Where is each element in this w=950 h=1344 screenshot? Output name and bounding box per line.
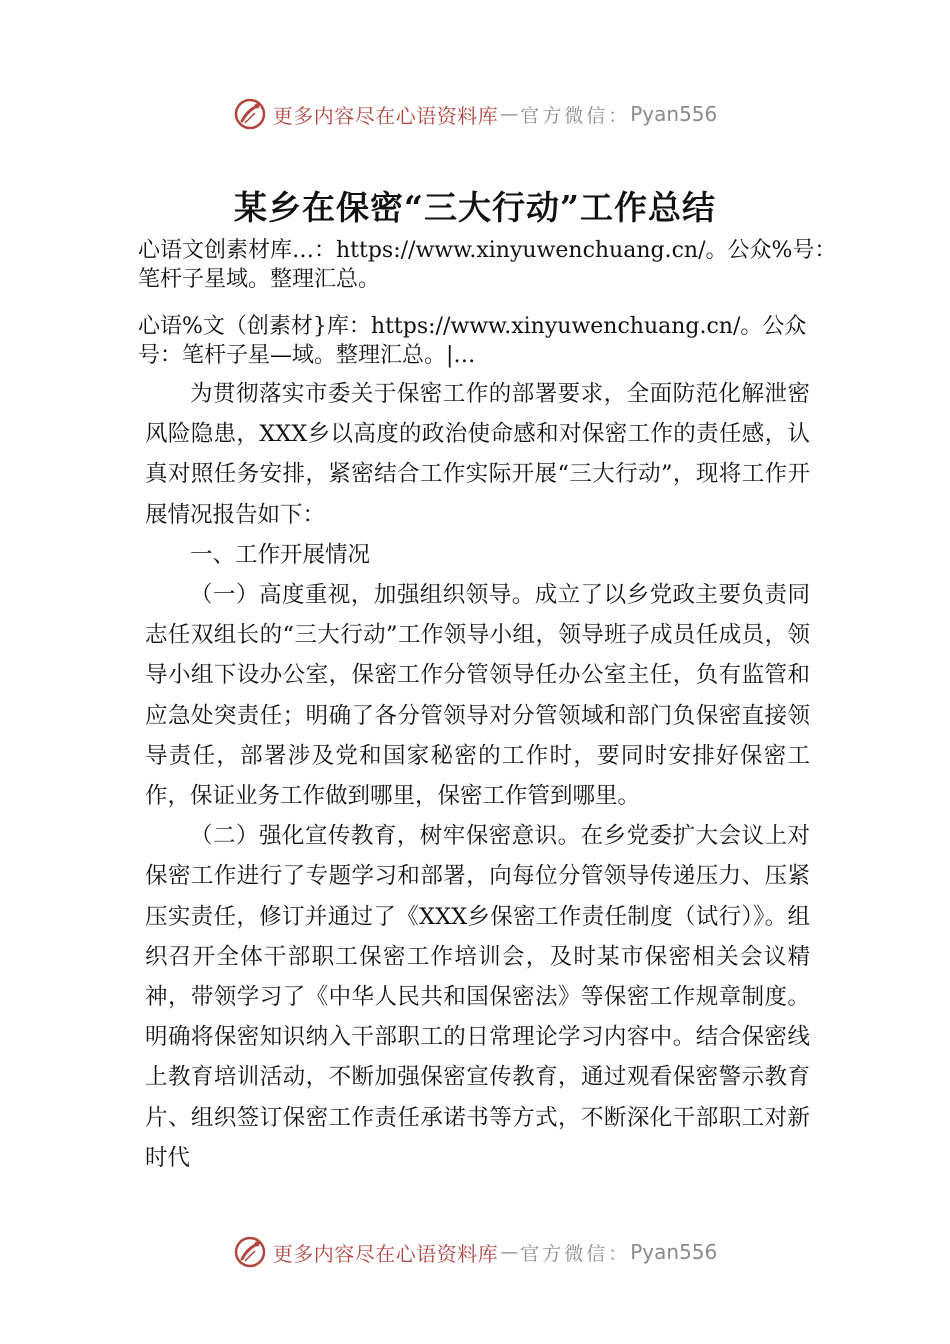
watermark-wechat-label: 官方微信： xyxy=(520,1242,631,1265)
watermark-banner-top xyxy=(0,94,950,134)
document-title: 某乡在保密“三大行动”工作总结 xyxy=(234,188,716,227)
brush-pen-logo-icon xyxy=(233,1235,267,1269)
section-heading: 一、工作开展情况 xyxy=(190,541,371,568)
watermark-wechat-id: Pyan556 xyxy=(630,102,718,126)
intro-paragraph: 为贯彻落实市委关于保密工作的部署要求，全面防范化解泄密风险隐患，XXX乡以高度的政治使命感和对保密工作的责任感，认真对照任务安排，紧密结合工作实际开展“三大行动”，现将工作开展情况报告如下： xyxy=(145,381,810,528)
brush-pen-logo-icon xyxy=(233,97,267,131)
source-note-2: 心语%文（创素材}库：https://www.xinyuwenchuang.cn/。公众号：笔杆子星—域。整理汇总。|… xyxy=(138,314,807,368)
document-body xyxy=(145,374,810,1178)
watermark-separator: — xyxy=(500,103,519,125)
body-paragraph-1: （一）高度重视，加强组织领导。成立了以乡党政主要负责同志任双组长的“三大行动”工作领导小组，领导班子成员任成员，领导小组下设办公室，保密工作分管领导任办公室主任，负有监管和应急处突责任；明确了各分管领导对分管领域和部门负保密直接领导责任，部署涉及党和国家秘密的工作时，要同时安排好保密工作，保证业务工作做到哪里，保密工作管到哪里。 xyxy=(145,582,810,810)
body-paragraph-2: （二）强化宣传教育，树牢保密意识。在乡党委扩大会议上对保密工作进行了专题学习和部署，向每位分管领导传递压力、压紧压实责任，修订并通过了《XXX乡保密工作责任制度（试行）》。组织召开全体干部职工保密工作培训会，及时某市保密相关会议精神，带领学习了《中华人民共和国保密法》等保密工作规章制度。明确将保密知识纳入干部职工的日常理论学习内容中。结合保密线上教育培训活动，不断加强保密宣传教育，通过观看保密警示教育片、组织签订保密工作责任承诺书等方式，不断深化干部职工对新时代 xyxy=(145,823,810,1171)
watermark-text: 更多内容尽在心语资料库 xyxy=(272,103,499,128)
watermark-text: 更多内容尽在心语资料库 xyxy=(272,1241,499,1266)
watermark-banner-bottom xyxy=(0,1232,950,1272)
watermark-separator: — xyxy=(500,1241,519,1263)
source-note-1: 心语文创素材库…：https://www.xinyuwenchuang.cn/。公众%号：笔杆子星域。整理汇总。 xyxy=(138,238,837,292)
watermark-wechat-label: 官方微信： xyxy=(520,104,631,127)
watermark-wechat-id: Pyan556 xyxy=(630,1240,718,1264)
